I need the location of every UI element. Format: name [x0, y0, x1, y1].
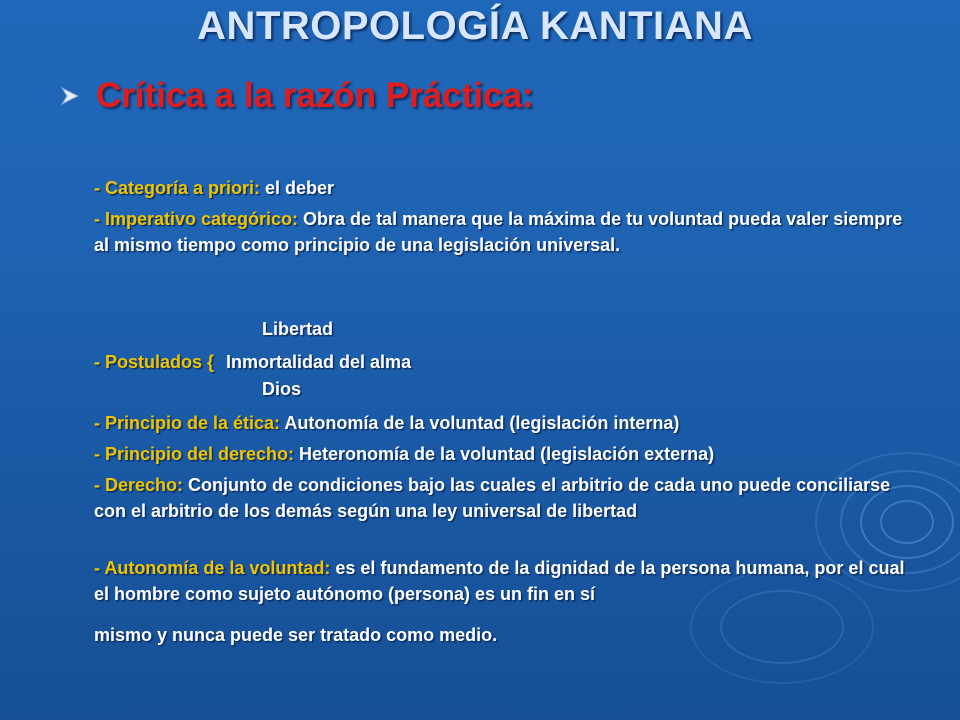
imperativo-label: - Imperativo categórico: [94, 209, 299, 229]
postulados-label: - Postulados [94, 352, 203, 372]
subtitle-row [58, 76, 534, 116]
categoria-label: - Categoría a priori: [94, 178, 261, 198]
postulados-brace: { [202, 352, 215, 372]
principio-etica-text: Autonomía de la voluntad (legislación interna) [280, 413, 680, 433]
derecho-label: - Derecho: [94, 475, 184, 495]
autonomia-item [94, 555, 914, 607]
imperativo-text: Obra de tal manera que la máxima de tu voluntad pueda valer siempre al mismo tiempo como principio de una legislación universal. [94, 209, 903, 255]
derecho-item [94, 472, 914, 524]
principio-etica-item [94, 410, 914, 436]
autonomia-label: - Autonomía de la voluntad: [94, 558, 331, 578]
categoria-item [94, 175, 914, 201]
subtitle: Crítica a la razón Práctica: [96, 76, 534, 115]
postulado-libertad: Libertad [262, 319, 334, 339]
principio-derecho-item [94, 441, 914, 467]
autonomia-text: es el fundamento de la dignidad de la persona humana, por el cual el hombre como sujeto autónomo (persona) es un fin en sí [94, 558, 905, 604]
principio-etica-label: - Principio de la ética: [94, 413, 281, 433]
derecho-text: Conjunto de condiciones bajo las cuales el arbitrio de cada uno puede conciliarse con el arbitrio de los demás según una ley universal de libertad [94, 475, 891, 521]
postulados-item [94, 349, 914, 375]
categoria-text: el deber [260, 178, 335, 198]
imperativo-item [94, 206, 914, 258]
postulado-inmortalidad: Inmortalidad del alma [226, 352, 412, 372]
autonomia-continuation: mismo y nunca puede ser tratado como medio. [94, 625, 498, 645]
postulado-dios: Dios [262, 379, 302, 399]
arrow-bullet-icon [58, 84, 82, 108]
slide-title: ANTROPOLOGÍA KANTIANA [197, 4, 753, 48]
principio-derecho-text: Heteronomía de la voluntad (legislación externa) [294, 444, 715, 464]
principio-derecho-label: - Principio del derecho: [94, 444, 295, 464]
